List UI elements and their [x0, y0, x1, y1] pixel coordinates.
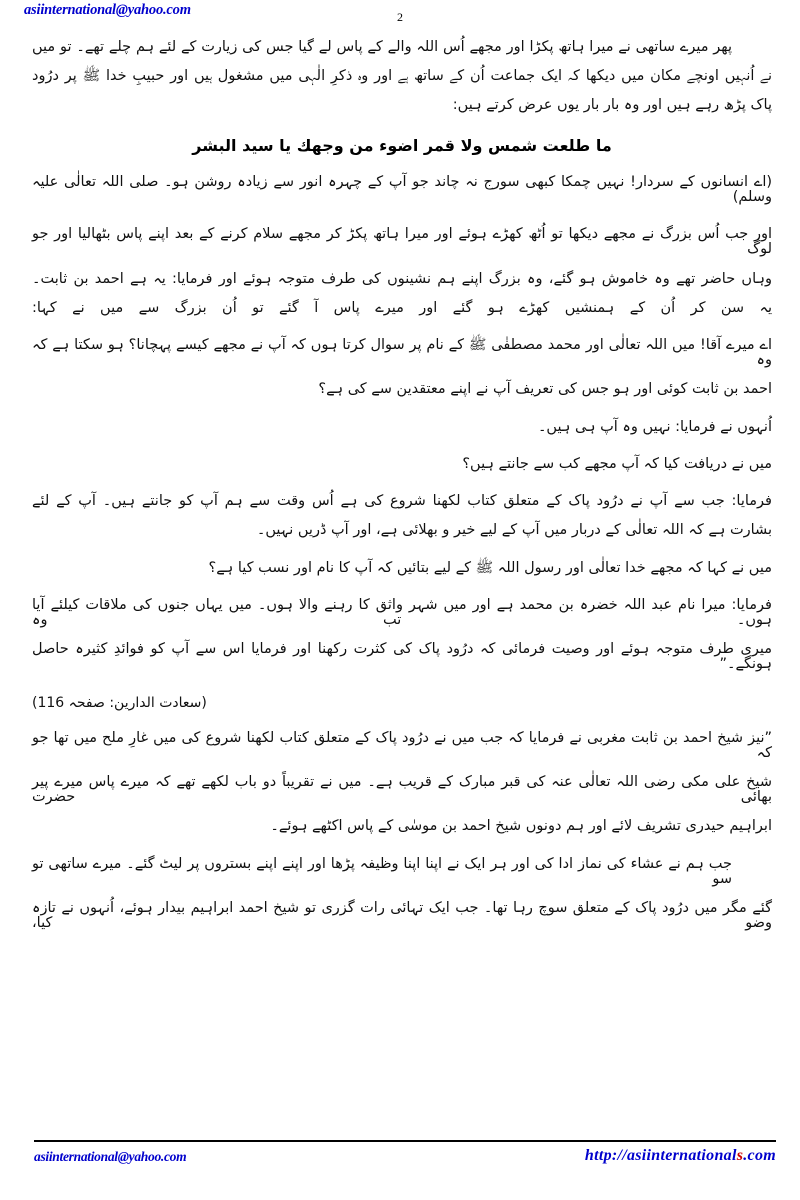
paragraph-line: ”نیز شیخ احمد بن ثابت مغربی نے فرمایا کہ جب میں نے درُود پاک کے متعلق کتاب لکھنا شروع کی میں غارِ ملح میں تھا جو کہ	[32, 729, 772, 761]
paragraph-line: گئے مگر میں درُود پاک کے متعلق سوچ رہا تھا۔ جب ایک تہائی رات گزری تو شیخ احمد ابراہیم بیدار ہوئے، اُنہوں نے تازہ وضو کیا،	[32, 900, 772, 932]
paragraph-line: پاک پڑھ رہے ہیں اور وہ بار بار یوں عرض کرتے ہیں:	[452, 97, 772, 114]
paragraph-line: اے میرے آقا! میں اللہ تعالٰی اور محمد مصطفٰی ﷺ کے نام پر سوال کرتا ہوں کہ آپ نے مجھے کیسے پہچانا؟ ہو سکتا ہے کہ وہ	[32, 336, 772, 369]
paragraph-line: احمد بن ثابت کوئی اور ہو جس کی تعریف آپ نے اپنے معتقدین سے کی ہے؟	[318, 381, 772, 398]
paragraph-line: یہ سن کر اُن کے ہمنشیں کھڑے ہو گئے اور میرے پاس آ گئے تو اُن بزرگ سے میں نے کہا:	[32, 299, 772, 316]
footer-email-link[interactable]: asiinternational@yahoo.com	[34, 1149, 187, 1164]
footer-website-link[interactable]	[585, 1147, 776, 1165]
paragraph-line: اور جب اُس بزرگ نے مجھے دیکھا تو اُٹھ کھڑے ہوئے اور میرا ہاتھ پکڑ کر مجھے سلام کرنے کے بعد اپنے پاس بٹھالیا اور جو لوگ	[32, 226, 772, 258]
footer-divider	[34, 1140, 776, 1142]
url-suffix: .com	[743, 1147, 776, 1164]
url-prefix: http://asiinternational	[584, 1147, 737, 1164]
page-footer	[24, 1140, 776, 1174]
dialogue-reply-line: اُنہوں نے فرمایا: نہیں وہ آپ ہی ہیں۔	[537, 418, 772, 435]
document-body	[32, 40, 772, 946]
paragraph-line: شیخ علی مکی رضی اللہ تعالٰی عنہ کی قبر مبارک کے قریب ہے۔ میں نے تقریباً دو باب لکھے تھے کہ میرے پاس میرے پیر بھائی حضرت	[32, 774, 772, 806]
paragraph-line: میری طرف متوجہ ہوئے اور وصیت فرمائی کہ درُود پاک کی کثرت رکھنا اور فرمایا اس سے آپ کو فوائدِ کثیرہ حاصل ہونگے۔”	[32, 641, 772, 673]
verse-translation: (اے انسانوں کے سردار! نہیں چمکا کبھی سورج نہ چاند جو آپ کے چہرہ انور سے زیادہ روشن ہو۔ صلی اللہ تعالٰی علیہ وسلم)	[32, 173, 772, 205]
url-highlight-letter: s	[736, 1147, 744, 1164]
paragraph-line: فرمایا: جب سے آپ نے درُود پاک کے متعلق کتاب لکھنا شروع کی ہے اُس وقت سے ہم آپ کو جانتے ہیں۔ آپ کے لئے	[32, 493, 772, 510]
paragraph-line: بشارت ہے کہ اللہ تعالٰی کے دربار میں آپ کے لیے خیر و بھلائی ہے، اور آپ ڈریں نہیں۔	[256, 522, 772, 539]
paragraph-line: فرمایا: میرا نام عبد اللہ خضرہ بن محمد ہے اور میں شہر واثق کا رہنے والا ہوں۔ میں یہاں جنوں کی ملاقات کیلئے آیا ہوں۔ تب وہ	[32, 596, 772, 628]
header-email-link[interactable]: asiinternational@yahoo.com	[24, 2, 191, 18]
dialogue-question-line: میں نے کہا کہ مجھے خدا تعالٰی اور رسول اللہ ﷺ کے لیے بتائیں کہ آپ کا نام اور نسب کیا ہے؟	[208, 559, 772, 576]
paragraph-line: وہاں حاضر تھے وہ خاموش ہو گئے، وہ بزرگ اپنے ہم نشینوں کی طرف متوجہ ہوئے اور فرمایا: یہ ہے احمد بن ثابت۔	[32, 270, 772, 287]
page-number: 2	[397, 10, 403, 24]
paragraph-line: جب ہم نے عشاء کی نماز ادا کی اور ہر ایک نے اپنا اپنا وظیفہ پڑھا اور اپنے اپنے بستروں پر لیٹ گئے۔ میرے ساتھی تو سو	[32, 855, 732, 887]
paragraph-line: نے اُنہیں اونچے مکان میں دیکھا کہ ایک جماعت اُن کے ساتھ ہے اور وہ ذکرِ الٰہی میں مشغول ہیں اور حبیبِ خدا ﷺ پر درُود	[32, 68, 772, 85]
dialogue-question-line: میں نے دریافت کیا کہ آپ مجھے کب سے جانتے ہیں؟	[462, 455, 772, 472]
paragraph-line: پھر میرے ساتھی نے میرا ہاتھ پکڑا اور مجھے اُس اللہ والے کے پاس لے گیا جس کی زیارت کے لئے ہم چلے تھے۔ تو میں	[32, 39, 732, 55]
paragraph-line: ابراہیم حیدری تشریف لائے اور ہم دونوں شیخ احمد بن موسٰی کے پاس اکٹھے ہوئے۔	[270, 818, 772, 835]
arabic-verse: ما طلعت شمس ولا قمر اضوء من وجهك يا سيد البشر	[192, 135, 612, 155]
source-citation: (سعادت الدارین: صفحہ 116)	[32, 694, 207, 711]
